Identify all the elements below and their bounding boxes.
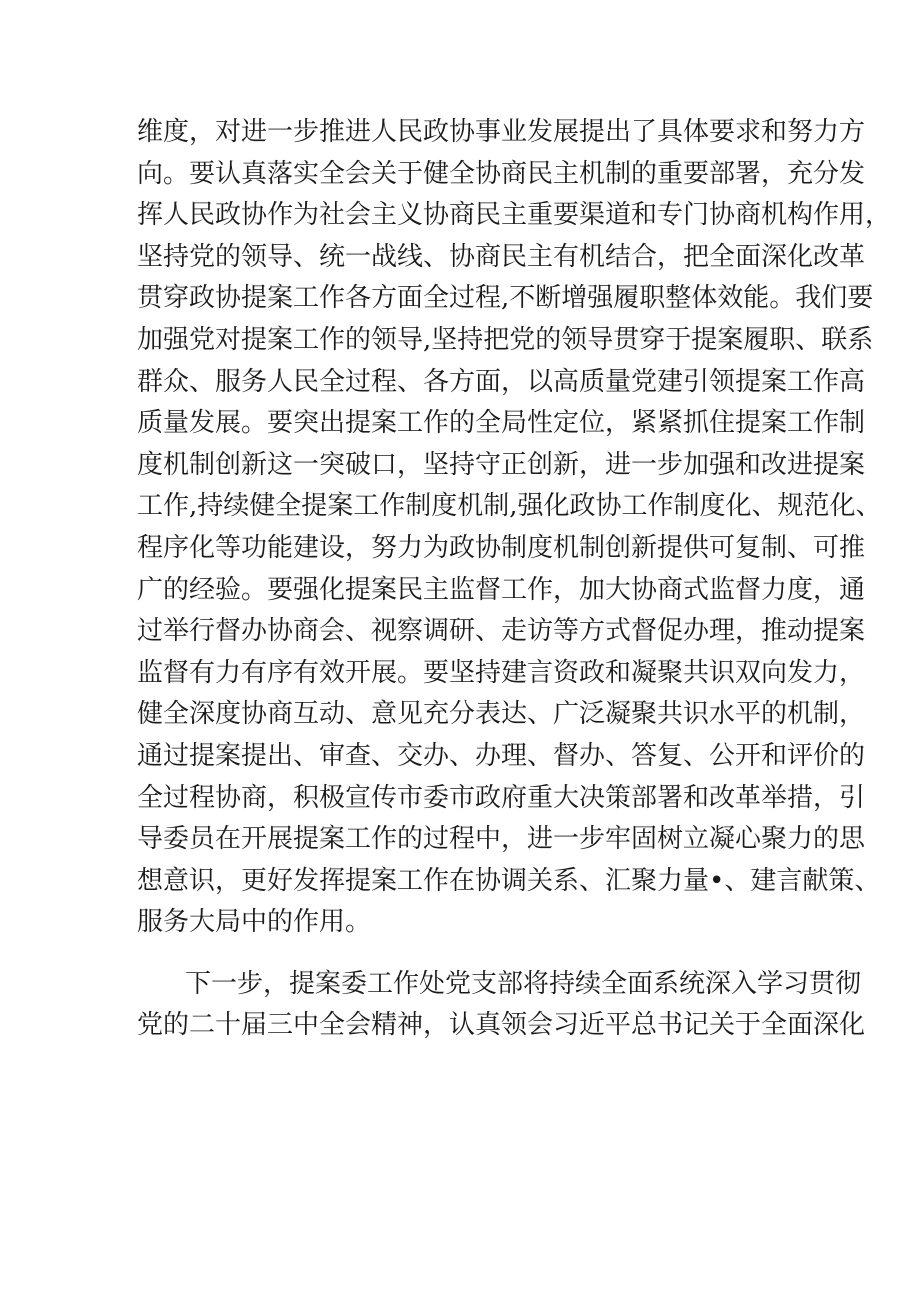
paragraph-1 <box>137 112 892 944</box>
text-line: 党的二十届三中全会精神，认真领会习近平总书记关于全面深化 <box>137 1010 866 1041</box>
text-line: 群众、服务人民全过程、各方面，以高质量党建引领提案工作高 <box>137 366 866 397</box>
body-text <box>137 112 892 1047</box>
text-line: 监督有力有序有效开展。要坚持建言资政和凝聚共识双向发力， <box>137 657 866 688</box>
text-line: 想意识，更好发挥提案工作在协调关系、汇聚力量•、建言献策、 <box>137 865 881 896</box>
text-line: 加强党对提案工作的领导,坚持把党的领导贯穿于提案履职、联系 <box>137 324 874 355</box>
text-line: 过举行督办协商会、视察调研、走访等方式督促办理，推动提案 <box>137 616 866 647</box>
text-line: 度机制创新这一突破口，坚持守正创新，进一步加强和改进提案 <box>137 449 866 480</box>
text-line: 工作,持续健全提案工作制度机制,强化政协工作制度化、规范化、 <box>137 491 882 522</box>
text-line: 质量发展。要突出提案工作的全局性定位，紧紧抓住提案工作制 <box>137 408 866 439</box>
text-line: 维度，对进一步推进人民政协事业发展提出了具体要求和努力方 <box>137 117 866 147</box>
text-line: 服务大局中的作用。 <box>137 907 372 938</box>
text-line: 向。要认真落实全会关于健全协商民主机制的重要部署，充分发 <box>137 158 866 189</box>
paragraph-spacer <box>137 944 797 964</box>
text-line: 全过程协商，积极宣传市委市政府重大决策部署和改革举措，引 <box>137 782 866 813</box>
paragraph-2 <box>137 964 866 1047</box>
text-line: 通过提案提出、审查、交办、办理、督办、答复、公开和评价的 <box>137 740 866 771</box>
text-line: 挥人民政协作为社会主义协商民主重要渠道和专门协商机构作用， <box>137 200 892 231</box>
text-line: 程序化等功能建设，努力为政协制度机制创新提供可复制、可推 <box>137 532 866 563</box>
text-line: 坚持党的领导、统一战线、协商民主有机结合，把全面深化改革 <box>137 241 866 272</box>
text-line: 贯穿政协提案工作各方面全过程,不断增强履职整体效能。我们要 <box>137 283 874 314</box>
text-line: 下一步，提案委工作处党支部将持续全面系统深入学习贯彻 <box>185 968 862 999</box>
text-line: 健全深度协商互动、意见充分表达、广泛凝聚共识水平的机制， <box>137 699 866 730</box>
text-line: 导委员在开展提案工作的过程中，进一步牢固树立凝心聚力的思 <box>137 824 866 855</box>
text-line: 广的经验。要强化提案民主监督工作，加大协商式监督力度，通 <box>137 574 866 605</box>
